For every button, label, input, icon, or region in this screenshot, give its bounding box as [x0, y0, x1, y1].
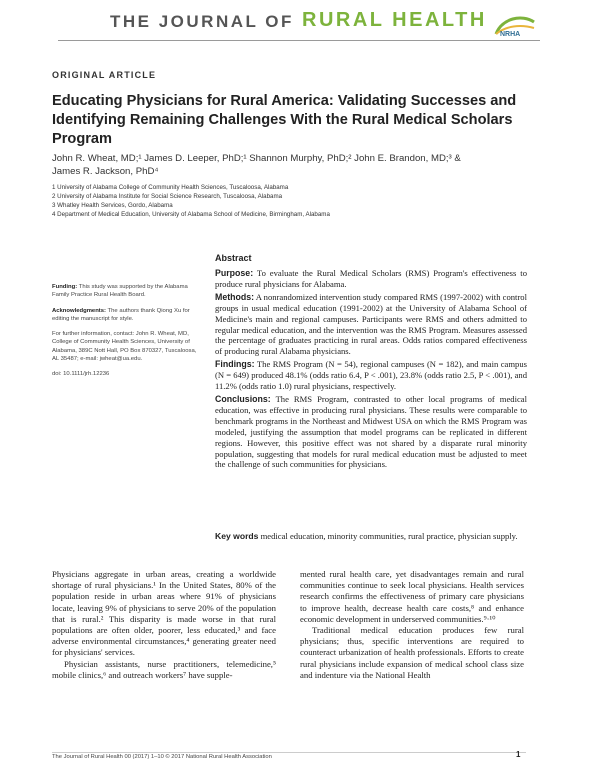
acknowledgments-text: The authors thank Qiong Xu for editing the manuscript for style. [52, 307, 190, 322]
body-paragraph: mented rural health care, yet disadvantages remain and rural communities continue to seek local physicians. Health services research confirms the effectiveness of primary care physicians to improve health, decrease health care costs,⁸ and enhance economic development in underserved communities.⁹·¹⁰ [300, 569, 524, 624]
logo-text: NRHA [500, 31, 521, 38]
header-divider [58, 40, 540, 41]
affiliations [52, 183, 512, 219]
abstract-conclusions [215, 394, 527, 470]
methods-text: A nonrandomized intervention study compared RMS (1997-2002) with control groups in usual medical education (1991-2002) at the University of Alabama School of Medicine's main and regional campuses. Participants were RMS and others admitted to regular medical education, and the intervention was the RMS Program. Measures assessed the percentage of graduates practicing in rural areas. Odds ratios compared effectiveness of producing rural Alabama physicians. [215, 291, 527, 357]
findings-text: The RMS Program (N = 54), regional campuses (N = 182), and main campus (N = 649) produced 48.1% (odds ratio 6.4, P < .001), 23.8% (odds ratio 2.5, P < .001), and 11.2% (odds ratio 1.0) rural physicians, respectively. [215, 359, 527, 392]
section-label: ORIGINAL ARTICLE [52, 70, 157, 80]
footer-divider [52, 752, 526, 753]
abstract-findings [215, 359, 527, 392]
nrha-logo [492, 12, 538, 38]
authors-line-2: James R. Jackson, PhD⁴ [52, 166, 159, 177]
affiliation-2: 2 University of Alabama Institute for Social Science Research, Tuscaloosa, Alabama [52, 193, 283, 200]
authors-line-1: John R. Wheat, MD;¹ James D. Leeper, PhD;¹ Shannon Murphy, PhD;² John E. Brandon, MD;³ & [52, 153, 461, 164]
conclusions-label: Conclusions: [215, 393, 271, 404]
keywords-text: medical education, minority communities, rural practice, physician supply. [260, 531, 518, 541]
footer-citation: The Journal of Rural Health 00 (2017) 1–10 © 2017 National Rural Health Association [52, 754, 272, 760]
funding-text: This study was supported by the Alabama Family Practice Rural Health Board. [52, 284, 188, 299]
abstract-purpose [215, 268, 527, 290]
keywords [215, 531, 527, 542]
acknowledgments-label: Acknowledgments: [52, 307, 107, 314]
methods-label: Methods: [215, 291, 255, 302]
body-column-right [300, 569, 524, 681]
funding-label: Funding: [52, 284, 78, 290]
affiliation-1: 1 University of Alabama College of Community Health Sciences, Tuscaloosa, Alabama [52, 184, 289, 191]
abstract-heading: Abstract [215, 253, 252, 263]
contact-info: For further information, contact: John R. Wheat, MD, College of Community Health Sciences, University of Alabama, 389C Nott Hall, PO Box 870327, Tuscaloosa, AL 35487; e-mail: jwheat@ua.edu. [52, 331, 197, 363]
page-number: 1 [516, 750, 521, 759]
affiliation-3: 3 Whatley Health Services, Gordo, Alabama [52, 202, 173, 209]
purpose-text: To evaluate the Rural Medical Scholars (RMS) Program's effectiveness to produce rural physicians for Alabama. [215, 268, 527, 289]
findings-label: Findings: [215, 359, 255, 370]
body-column-left [52, 569, 276, 681]
funding-note [52, 283, 198, 300]
nrha-logo-icon [492, 12, 538, 38]
article-title: Educating Physicians for Rural America: Validating Successes and Identifying Remaining Challenges With the Rural Medical Scholars Program [52, 93, 517, 147]
body-paragraph: Physician assistants, nurse practitioners, telemedicine,⁵ mobile clinics,⁶ and outreach workers⁷ have supple- [52, 658, 276, 680]
affiliation-4: 4 Department of Medical Education, University of Alabama School of Medicine, Birmingham, Alabama [52, 211, 330, 218]
conclusions-text: The RMS Program, contrasted to other local programs of medical education, was effective in producing rural physicians. These results were comparable to benchmark programs in the Northeast and Midwest USA on which the RMS Program was modeled, justifying the assumption that model programs can be replicated in different regions. However, this positive effect was not shared by a disparate rural minority population, suggesting that models for rural medical education must be adjusted to meet the challenge of such communities for physicians. [215, 393, 527, 470]
body-paragraph: Traditional medical education produces few rural physicians; thus, specific interventions are required to counteract urbanization of health professionals. Efforts to create rural physicians include expansion of medical school class size and indenture via the National Health [300, 625, 524, 680]
abstract-methods [215, 292, 527, 357]
author-list [52, 152, 512, 178]
journal-name-prefix: THE JOURNAL OF [110, 12, 294, 31]
keywords-label: Key words [215, 531, 259, 541]
acknowledgments-note [52, 307, 198, 324]
journal-name-main: RURAL HEALTH [302, 9, 487, 31]
doi[interactable]: doi: 10.1111/jrh.12236 [52, 371, 110, 378]
abstract [215, 268, 527, 472]
article-sidebar [52, 283, 198, 386]
body-paragraph: Physicians aggregate in urban areas, creating a worldwide shortage of rural physicians.¹ In the United States, 80% of the population reside in urban areas where 91% of physicians locate, leaving 9% of physicians to serve 20% of the population that is rural.² This disparity is made worse in that rural populations are often older, poorer, less educated,³ and face adverse environmental circumstances,⁴ generating greater need for physicians' services. [52, 569, 276, 658]
purpose-label: Purpose: [215, 268, 254, 278]
journal-header [58, 8, 538, 36]
